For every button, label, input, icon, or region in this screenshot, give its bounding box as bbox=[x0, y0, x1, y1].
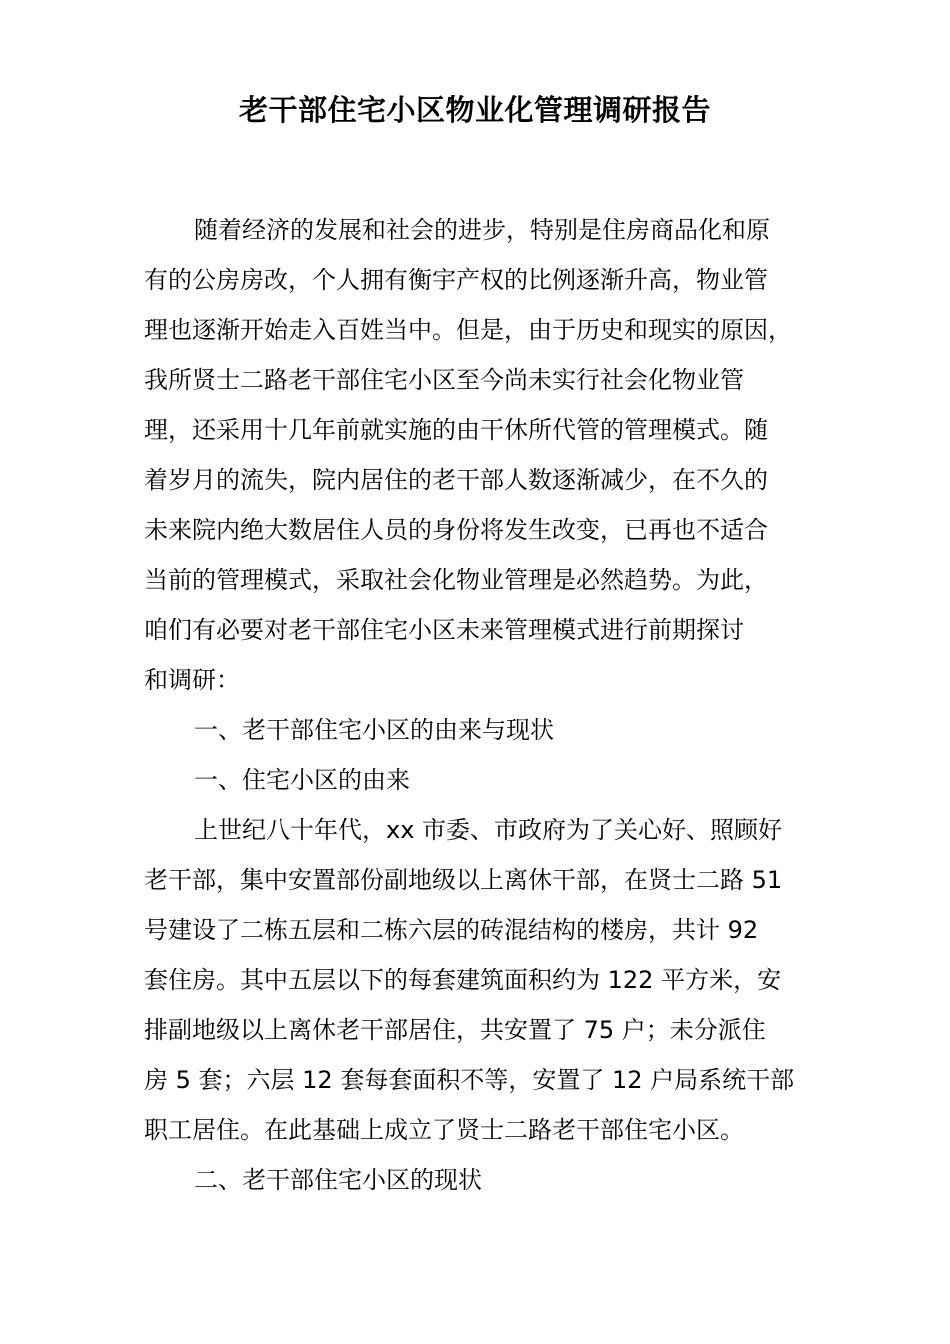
section-heading: 一、老干部住宅小区的由来与现状 bbox=[194, 716, 554, 744]
paragraph-line: 随着经济的发展和社会的进步，特别是住房商品化和原 bbox=[194, 216, 770, 244]
paragraph-line: 当前的管理模式，采取社会化物业管理是必然趋势。为此， bbox=[144, 566, 768, 594]
paragraph-line: 理也逐渐开始走入百姓当中。但是，由于历史和现实的原因， bbox=[144, 316, 792, 344]
paragraph-line: 排副地级以上离休老干部居住，共安置了 75 户；未分派住 bbox=[144, 1016, 766, 1044]
paragraph-line: 我所贤士二路老干部住宅小区至今尚未实行社会化物业管 bbox=[144, 366, 744, 394]
paragraph-line: 咱们有必要对老干部住宅小区未来管理模式进行前期探讨 bbox=[144, 616, 744, 644]
paragraph-line: 未来院内绝大数居住人员的身份将发生改变，已再也不适合 bbox=[144, 516, 768, 544]
paragraph-line: 和调研： bbox=[144, 666, 240, 694]
document-title: 老干部住宅小区物业化管理调研报告 bbox=[238, 93, 711, 127]
paragraph-line: 号建设了二栋五层和二栋六层的砖混结构的楼房，共计 92 bbox=[144, 916, 759, 944]
subsection-heading: 一、住宅小区的由来 bbox=[194, 766, 410, 794]
paragraph-line: 老干部，集中安置部份副地级以上离休干部，在贤士二路 51 bbox=[144, 866, 783, 894]
paragraph-line: 套住房。其中五层以下的每套建筑面积约为 122 平方米，安 bbox=[144, 966, 782, 994]
subsection-heading: 二、老干部住宅小区的现状 bbox=[194, 1166, 482, 1194]
paragraph-line: 房 5 套；六层 12 套每套面积不等，安置了 12 户局系统干部 bbox=[144, 1066, 795, 1094]
paragraph-line: 职工居住。在此基础上成立了贤士二路老干部住宅小区。 bbox=[144, 1116, 744, 1144]
paragraph-line: 有的公房房改，个人拥有衡宇产权的比例逐渐升高，物业管 bbox=[144, 266, 768, 294]
paragraph-line: 上世纪八十年代，xx 市委、市政府为了关心好、照顾好 bbox=[194, 816, 783, 844]
paragraph-line: 着岁月的流失，院内居住的老干部人数逐渐减少，在不久的 bbox=[144, 466, 768, 494]
paragraph-line: 理，还采用十几年前就实施的由干休所代管的管理模式。随 bbox=[144, 416, 768, 444]
